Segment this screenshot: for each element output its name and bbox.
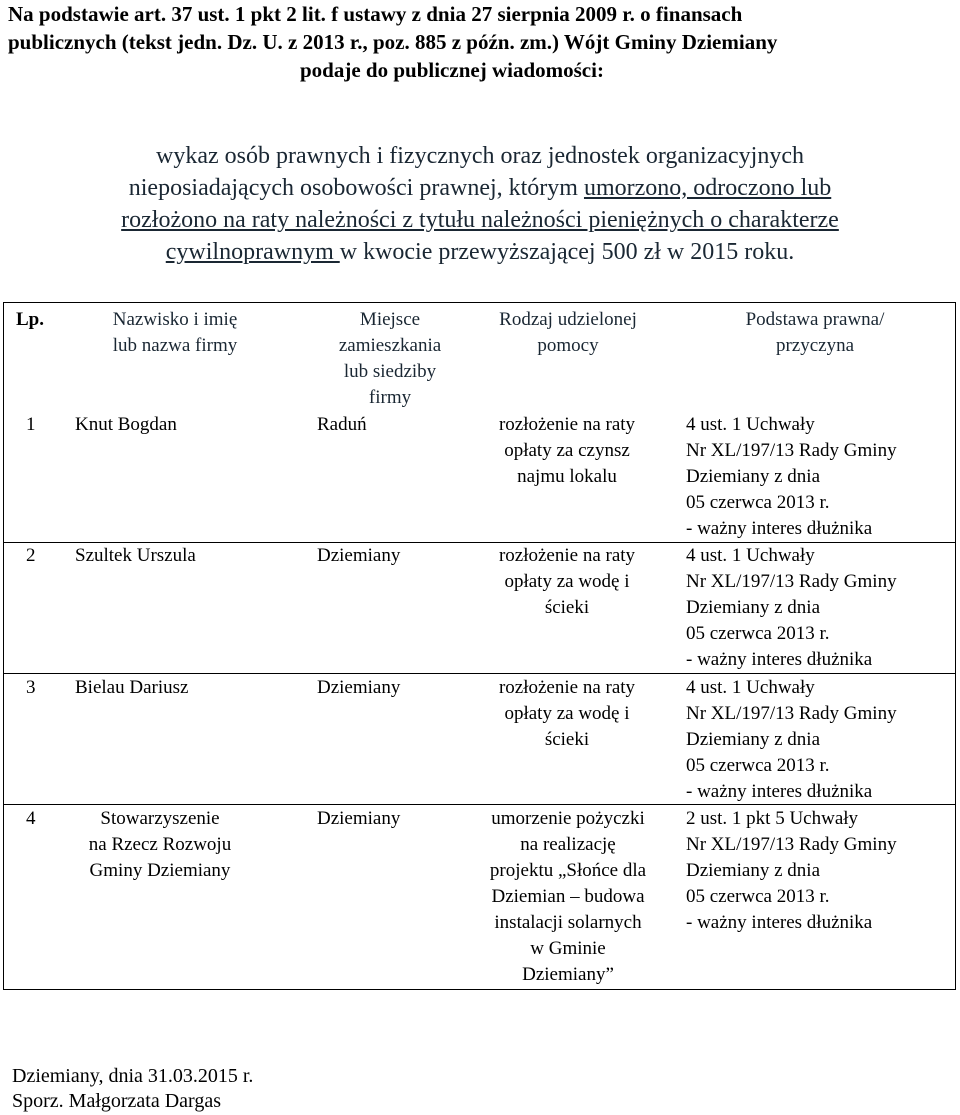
cell-line: rozłożenie na raty	[498, 677, 636, 698]
intro-line: Na podstawie art. 37 ust. 1 pkt 2 lit. f ustawy z dnia 27 sierpnia 2009 r. o finansach	[8, 2, 743, 26]
cell-line: Dziemiany”	[522, 964, 614, 985]
header-line: Miejsce	[359, 309, 421, 330]
cell-line: umorzenie pożyczki	[491, 808, 645, 829]
cell-line: opłaty za czynsz	[504, 440, 630, 461]
cell-line: ścieki	[544, 597, 590, 618]
row-lp: 2	[26, 545, 36, 566]
cell-line: 05 czerwca 2013 r.	[686, 492, 830, 513]
header-basis	[700, 307, 930, 359]
row-name: Knut Bogdan	[75, 414, 177, 435]
document-heading	[0, 140, 960, 268]
row-aid	[478, 806, 658, 988]
heading-underlined-text: cywilnoprawnym	[165, 239, 340, 265]
footer-author: Sporz. Małgorzata Dargas	[12, 1090, 222, 1112]
heading-line	[0, 236, 960, 268]
cell-line: Gminy Dziemiany	[89, 860, 231, 881]
row-lp: 1	[26, 414, 36, 435]
header-name	[70, 307, 280, 359]
row-basis	[686, 675, 897, 805]
header-line: firmy	[368, 387, 412, 408]
row-aid	[480, 675, 654, 753]
cell-line: Dziemiany z dnia	[686, 466, 821, 487]
cell-line: na Rzecz Rozwoju	[88, 834, 232, 855]
row-aid	[480, 543, 654, 621]
row-place: Dziemiany	[317, 677, 401, 698]
cell-line: na realizację	[520, 834, 616, 855]
cell-line: Stowarzyszenie	[100, 808, 220, 829]
footer-date: Dziemiany, dnia 31.03.2015 r.	[12, 1065, 254, 1087]
row-basis	[686, 412, 897, 542]
heading-line: rozłożono na raty należności z tytułu należności pieniężnych o charakterze	[121, 207, 839, 233]
cell-line: - ważny interes dłużnika	[686, 781, 873, 802]
row-place: Dziemiany	[317, 808, 401, 829]
row-basis	[686, 806, 897, 936]
header-line: przyczyna	[775, 335, 855, 356]
cell-line: - ważny interes dłużnika	[686, 518, 873, 539]
header-line: Nazwisko i imię	[112, 309, 238, 330]
header-aid	[478, 307, 658, 359]
row-divider	[3, 673, 956, 674]
cell-line: - ważny interes dłużnika	[686, 912, 873, 933]
cell-line: w Gminie	[530, 938, 606, 959]
heading-line	[0, 172, 960, 204]
cell-line: instalacji solarnych	[494, 912, 642, 933]
heading-line: wykaz osób prawnych i fizycznych oraz jednostek organizacyjnych	[156, 143, 804, 169]
cell-line: 4 ust. 1 Uchwały	[686, 545, 815, 566]
cell-line: - ważny interes dłużnika	[686, 649, 873, 670]
row-lp: 4	[26, 808, 36, 829]
header-line: lub siedziby	[343, 361, 437, 382]
header-line: lub nazwa firmy	[112, 335, 238, 356]
cell-line: 05 czerwca 2013 r.	[686, 886, 830, 907]
cell-line: projektu „Słońce dla	[489, 860, 647, 881]
cell-line: Dziemiany z dnia	[686, 860, 821, 881]
cell-line: Dziemian – budowa	[491, 886, 645, 907]
row-name	[60, 806, 260, 884]
intro-paragraph	[8, 0, 956, 84]
row-basis	[686, 543, 897, 673]
cell-line: Nr XL/197/13 Rady Gminy	[686, 571, 897, 592]
header-line: zamieszkania	[338, 335, 442, 356]
row-lp: 3	[26, 677, 36, 698]
heading-underlined-text: umorzono, odroczono lub	[583, 175, 832, 201]
cell-line: najmu lokalu	[517, 466, 617, 487]
row-name: Bielau Dariusz	[75, 677, 189, 698]
header-line: Podstawa prawna/	[745, 309, 885, 330]
heading-text: w kwocie przewyższającej 500 zł w 2015 roku.	[339, 239, 795, 265]
cell-line: Nr XL/197/13 Rady Gminy	[686, 440, 897, 461]
intro-line: podaje do publicznej wiadomości:	[300, 58, 604, 82]
cell-line: rozłożenie na raty	[498, 545, 636, 566]
row-place: Dziemiany	[317, 545, 401, 566]
row-name: Szultek Urszula	[75, 545, 196, 566]
cell-line: ścieki	[544, 729, 590, 750]
header-line: Rodzaj udzielonej	[499, 309, 637, 330]
header-line: pomocy	[537, 335, 599, 356]
cell-line: 4 ust. 1 Uchwały	[686, 414, 815, 435]
intro-line: publicznych (tekst jedn. Dz. U. z 2013 r., poz. 885 z późn. zm.) Wójt Gminy Dziemiany	[8, 30, 778, 54]
cell-line: Nr XL/197/13 Rady Gminy	[686, 834, 897, 855]
cell-line: 05 czerwca 2013 r.	[686, 623, 830, 644]
row-place: Raduń	[317, 414, 367, 435]
cell-line: 05 czerwca 2013 r.	[686, 755, 830, 776]
header-lp: Lp.	[16, 309, 44, 330]
cell-line: 2 ust. 1 pkt 5 Uchwały	[686, 808, 859, 829]
cell-line: rozłożenie na raty	[498, 414, 636, 435]
heading-text: nieposiadających osobowości prawnej, którym	[128, 175, 584, 201]
header-place	[300, 307, 480, 411]
cell-line: Dziemiany z dnia	[686, 597, 821, 618]
cell-line: 4 ust. 1 Uchwały	[686, 677, 815, 698]
cell-line: Dziemiany z dnia	[686, 729, 821, 750]
cell-line: opłaty za wodę i	[504, 571, 630, 592]
cell-line: opłaty za wodę i	[504, 703, 630, 724]
row-aid	[480, 412, 654, 490]
cell-line: Nr XL/197/13 Rady Gminy	[686, 703, 897, 724]
